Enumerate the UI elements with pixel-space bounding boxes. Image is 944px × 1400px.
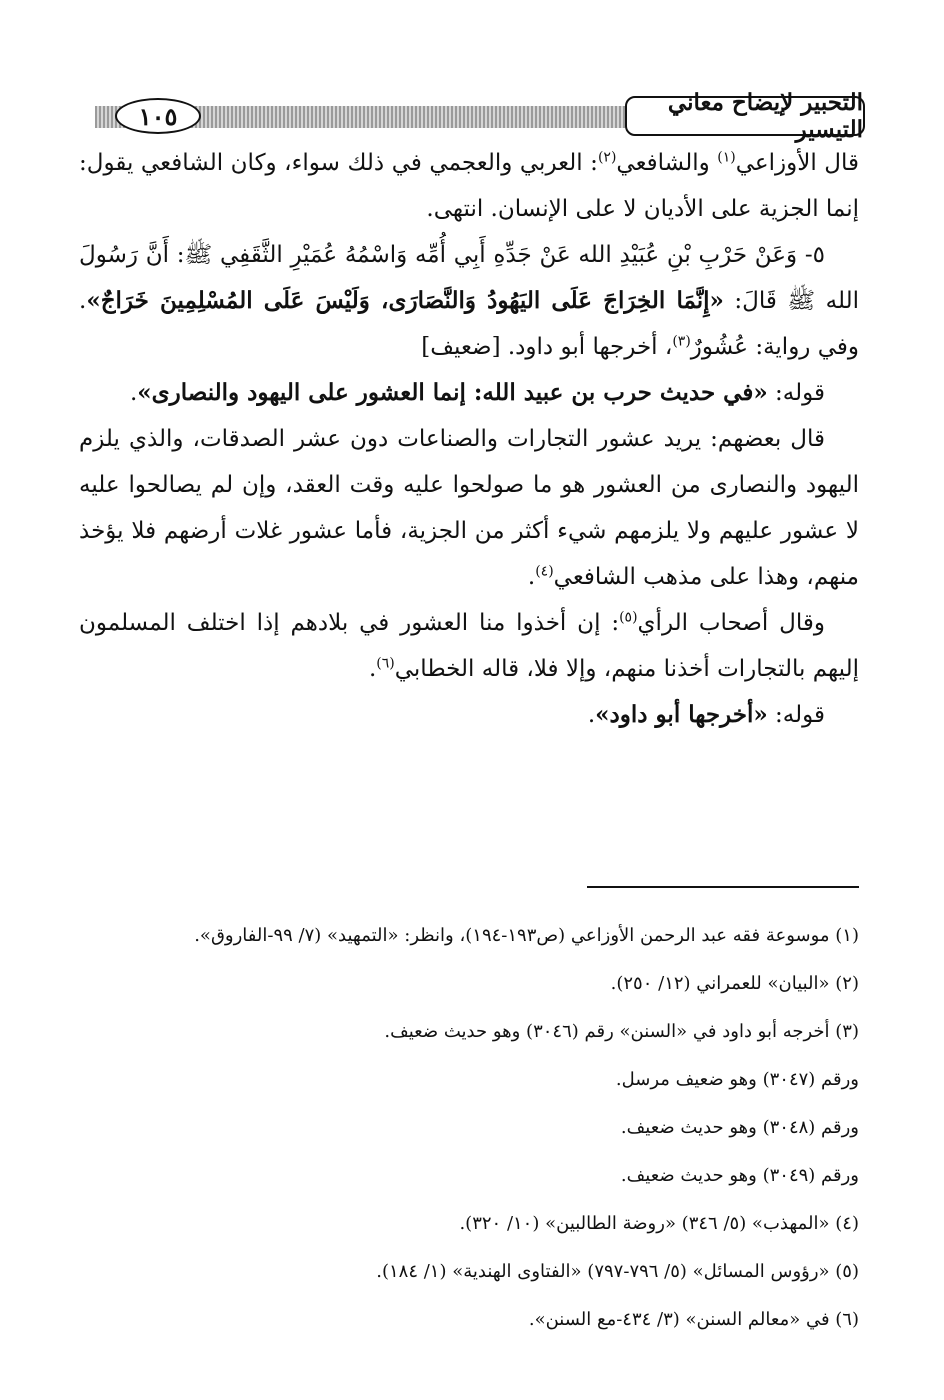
bold-quote: «أخرجها أبو داود»: [595, 701, 768, 728]
bold-quote: «إِنَّمَا الخِرَاجَ عَلَى اليَهُودُ وَالنَّصَارَى، وَلَيْسَ عَلَى المُسْلِمِينَ خَرَاجٌ»: [86, 287, 724, 314]
paragraph: [79, 370, 859, 416]
footnote-line: (١) موسوعة فقه عبد الرحمن الأوزاعي (ص١٩٣-١٩٤)، وانظر: «التمهيد» (٧/ ٩٩-الفاروق».: [194, 925, 859, 946]
footnote-ref: (٣): [672, 333, 691, 350]
text-run: .: [527, 564, 536, 590]
footnote-ref: (٦): [376, 655, 395, 672]
footnote-line: ورقم (٣٠٤٧) وهو ضعيف مرسل.: [615, 1069, 859, 1090]
paragraph: [79, 232, 859, 370]
paragraph: [79, 692, 859, 738]
bold-quote: «في حديث حرب بن عبيد الله: إنما العشور على اليهود والنصارى»: [137, 379, 768, 406]
text-run: : إن أخذوا منا العشور في بلادهم إذا اختلف المسلمون إليهم بالتجارات أخذنا منهم، وإلا فلا، قاله الخطابي: [79, 610, 859, 682]
footnote-ref: (٢): [597, 149, 617, 166]
footnote-line: (٢) «البيان» للعمراني (١٢/ ٢٥٠).: [610, 973, 859, 994]
footnote-line: (٥) «رؤوس المسائل» (٥/ ٧٩٦-٧٩٧) «الفتاوى الهندية» (١/ ١٨٤).: [376, 1261, 859, 1282]
paragraph: [79, 416, 859, 600]
footnote-ref: (١): [717, 149, 736, 166]
footnote-line: (٣) أخرجه أبو داود في «السنن» رقم (٣٠٤٦) وهو حديث ضعيف.: [384, 1021, 859, 1042]
text-run: والشافعي: [616, 150, 718, 176]
page-number-oval: [115, 98, 201, 134]
text-run: قوله:: [767, 702, 825, 728]
main-text: [79, 140, 859, 738]
text-run: : العربي والعجمي في ذلك سواء، وكان الشافعي يقول: إنما الجزية على الأديان لا على الإنسان. انتهى.: [79, 150, 859, 222]
text-run: .: [587, 702, 596, 728]
book-title-box: [625, 89, 865, 143]
text-run: قوله:: [767, 380, 825, 406]
footnote-line: (٦) في «معالم السنن» (٣/ ٤٣٤-مع السنن».: [528, 1309, 859, 1330]
paragraph: [79, 600, 859, 692]
text-run: قال الأوزاعي: [735, 150, 859, 176]
text-run: قال بعضهم: يريد عشور التجارات والصناعات دون عشر الصدقات، والذي يلزم اليهود والنصارى من العشور هو ما صولحوا عليه وقت العقد، وإن لم يصالحوا عليه لا عشور عليهم ولا يلزمهم شيء أكثر من الجزية، فأما عشور غلات أرضهم فلا يؤخذ منهم، وهذا على مذهب الشافعي: [79, 426, 859, 590]
footnote-line: ورقم (٣٠٤٨) وهو حديث ضعيف.: [620, 1117, 859, 1138]
text-run: .: [129, 380, 138, 406]
page-number: ١٠٥: [138, 101, 178, 131]
book-title: التحبير لإيضاح معاني التيسير: [667, 89, 863, 143]
footnote-line: ورقم (٣٠٤٩) وهو حديث ضعيف.: [620, 1165, 859, 1186]
footnotes: [79, 912, 859, 1344]
text-run: . وفي رواية: عُشُورٌ: [79, 288, 859, 360]
footnote-ref: (٥): [619, 609, 638, 626]
page-header: [95, 89, 865, 143]
text-run: ٥- وَعَنْ حَرْبِ بْنِ عُبَيْدِ الله عَنْ جَدِّهِ أَبِي أُمِّه وَاسْمُهُ عُمَيْرِ الثَّقَفِي ﷺ: أَنَّ رَسُولَ الله ﷺ قَالَ:: [79, 242, 859, 314]
text-run: ، أخرجها أبو داود. [ضعيف]: [421, 334, 673, 360]
text-run: وقال أصحاب الرأي: [637, 610, 825, 636]
footnote-separator: [587, 886, 859, 888]
paragraph: [79, 140, 859, 232]
text-run: .: [368, 656, 377, 682]
footnote-line: (٤) «المهذب» (٥/ ٣٤٦) «روضة الطالبين» (١٠/ ٣٢٠).: [459, 1213, 859, 1234]
footnote-ref: (٤): [535, 563, 554, 580]
